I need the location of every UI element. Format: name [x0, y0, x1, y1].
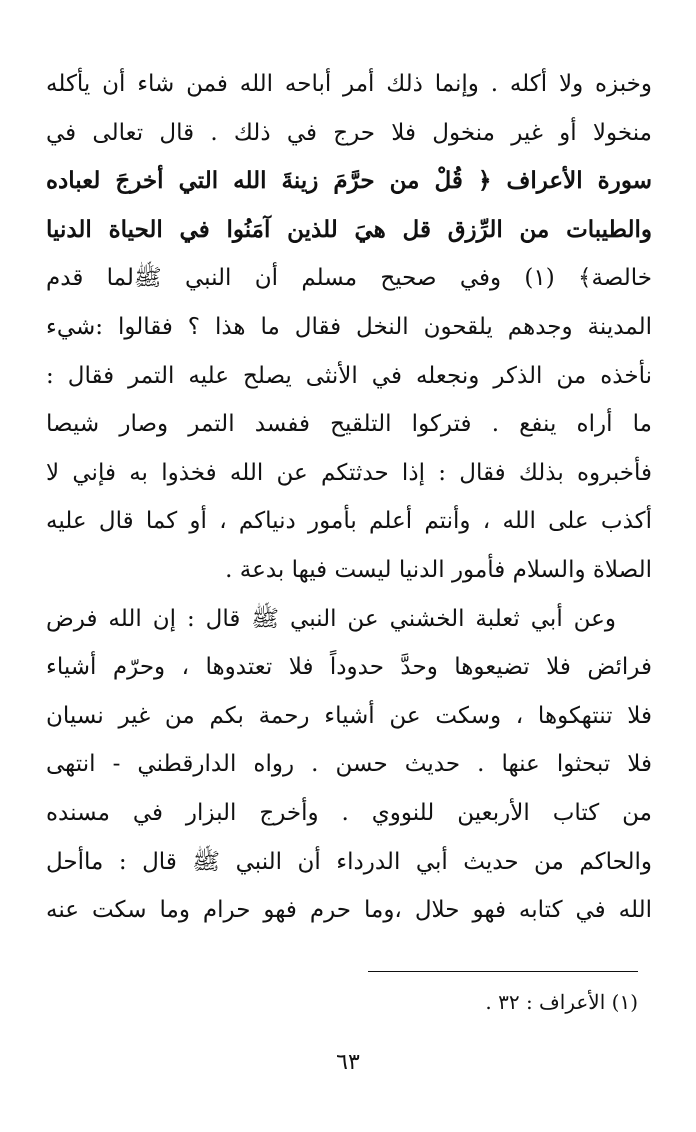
footnote: (١) الأعراف : ٣٢ . — [485, 990, 638, 1014]
text-line: من كتاب الأربعين للنووي . وأخرج البزار في مسنده — [46, 799, 652, 826]
text-line: فلا تبحثوا عنها . حديث حسن . رواه الدارقطني - انتهى — [46, 751, 652, 778]
text-line: الله في كتابه فهو حلال ،وما حرم فهو حرام وما سكت عنه — [46, 897, 652, 924]
text-line: سورة الأعراف ﴿ قُلْ من حرَّمَ زينةَ الله التي أخرجَ لعباده — [46, 167, 652, 195]
text-line: والطيبات من الرِّزق قل هيَ للذين آمَنُوا في الحياة الدنيا — [46, 215, 652, 243]
text-line: فرائض فلا تضيعوها وحدَّ حدوداً فلا تعتدوها ، وحرّم أشياء — [46, 654, 652, 681]
footnote-divider — [368, 971, 638, 972]
text-line: نأخذه من الذكر ونجعله في الأنثى يصلح عليه التمر فقال : — [46, 362, 652, 389]
text-line: فلا تنتهكوها ، وسكت عن أشياء رحمة بكم من غير نسيان — [46, 702, 652, 729]
text-line: منخولا أو غير منخول فلا حرج في ذلك . قال تعالى في — [46, 119, 652, 146]
text-line: الصلاة والسلام فأمور الدنيا ليست فيها بدعة . — [225, 556, 652, 583]
text-line: خالصة﴾ (١) وفي صحيح مسلم أن النبي ﷺلما قدم — [46, 265, 652, 292]
body-text — [46, 60, 652, 935]
text-line: أكذب على الله ، وأنتم أعلم بأمور دنياكم ، أو كما قال عليه — [46, 508, 652, 535]
text-line: والحاكم من حديث أبي الدرداء أن النبي ﷺ قال : ماأحل — [46, 848, 652, 875]
text-line: وخبزه ولا أكله . وإنما ذلك أمر أباحه الله فمن شاء أن يأكله — [46, 71, 652, 97]
text-line: وعن أبي ثعلبة الخشني عن النبي ﷺ قال : إن الله فرض — [46, 605, 616, 632]
text-line: ما أراه ينفع . فتركوا التلقيح ففسد التمر وصار شيصا — [46, 411, 652, 438]
text-line: المدينة وجدهم يلقحون النخل فقال ما هذا ؟ فقالوا :شيء — [46, 313, 652, 340]
page-number: ٦٣ — [336, 1050, 360, 1075]
text-line: فأخبروه بذلك فقال : إذا حدثتكم عن الله فخذوا به فإني لا — [46, 459, 652, 486]
